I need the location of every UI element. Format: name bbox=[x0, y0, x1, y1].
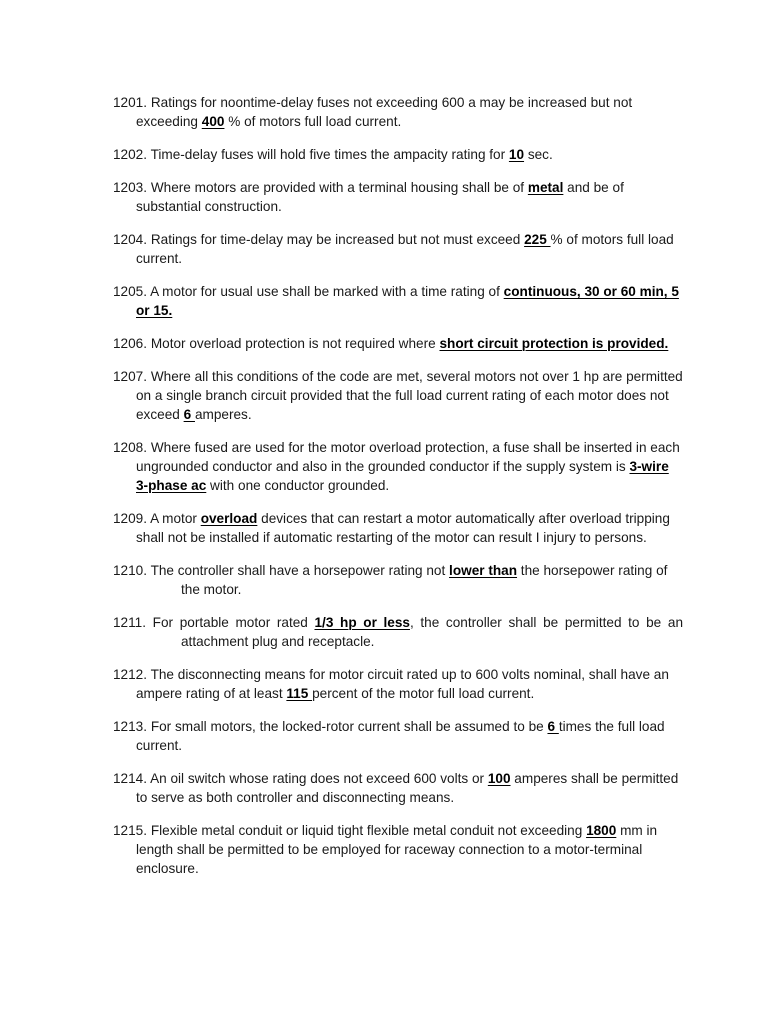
answer-text: metal bbox=[527, 180, 564, 195]
answer-text: 3-wire 3-phase ac bbox=[136, 459, 669, 493]
answer-text: 225 bbox=[524, 232, 551, 247]
question-number: 1206. bbox=[113, 336, 148, 351]
question-item bbox=[113, 367, 683, 424]
question-number: 1215. bbox=[113, 823, 148, 838]
question-number: 1201. bbox=[113, 95, 148, 110]
answer-text: lower than bbox=[449, 563, 518, 578]
question-number: 1212. bbox=[113, 667, 148, 682]
answer-text: 10 bbox=[508, 147, 525, 162]
question-number: 1211. bbox=[113, 615, 147, 630]
question-text: A motor bbox=[150, 511, 201, 526]
question-number: 1214. bbox=[113, 771, 148, 786]
question-item bbox=[113, 561, 683, 599]
question-text-end: devices that can restart a motor automatically after overload tripping shall not be installed if automatic restarting of the motor can result I injury to persons. bbox=[136, 511, 670, 545]
question-list bbox=[113, 93, 683, 892]
question-number: 1205. bbox=[113, 284, 148, 299]
question-text-end: with one conductor grounded. bbox=[206, 478, 390, 493]
question-item bbox=[113, 145, 683, 164]
question-text-end: amperes. bbox=[194, 407, 252, 422]
question-text: Motor overload protection is not required where bbox=[150, 336, 440, 351]
question-item bbox=[113, 93, 683, 131]
question-item bbox=[113, 334, 683, 353]
question-item bbox=[113, 178, 683, 216]
question-number: 1204. bbox=[113, 232, 148, 247]
question-item bbox=[113, 438, 683, 495]
question-number: 1203. bbox=[113, 180, 148, 195]
question-text: Time-delay fuses will hold five times the ampacity rating for bbox=[150, 147, 509, 162]
answer-text: 400 bbox=[201, 114, 225, 129]
question-text: Ratings for time-delay may be increased but not must exceed bbox=[150, 232, 525, 247]
question-text-end: the horsepower rating of the motor. bbox=[181, 563, 668, 597]
answer-text: 6 bbox=[547, 719, 559, 734]
question-text-end: sec. bbox=[524, 147, 553, 162]
question-item bbox=[113, 509, 683, 547]
question-text: Where motors are provided with a terminal housing shall be of bbox=[150, 180, 528, 195]
answer-text: continuous, 30 or 60 min, 5 or 15. bbox=[136, 284, 679, 318]
question-text: An oil switch whose rating does not exceed 600 volts or bbox=[150, 771, 488, 786]
question-text: For portable motor rated bbox=[152, 615, 315, 630]
question-text: The controller shall have a horsepower rating not bbox=[150, 563, 450, 578]
question-text: Where all this conditions of the code are met, several motors not over 1 hp are permitted on a single branch circuit provided that the full load current rating of each motor does not exceed bbox=[136, 369, 683, 422]
question-number: 1209. bbox=[113, 511, 148, 526]
answer-text: 100 bbox=[487, 771, 511, 786]
question-text-end: % of motors full load current. bbox=[224, 114, 402, 129]
question-item bbox=[113, 282, 683, 320]
answer-text: 1800 bbox=[586, 823, 617, 838]
question-text-end: % of motors full load current. bbox=[136, 232, 674, 266]
question-text-end: and be of substantial construction. bbox=[136, 180, 624, 214]
question-text: For small motors, the locked-rotor current shall be assumed to be bbox=[150, 719, 548, 734]
question-text: The disconnecting means for motor circuit rated up to 600 volts nominal, shall have an ampere rating of at least bbox=[136, 667, 669, 701]
question-text-end: times the full load current. bbox=[136, 719, 665, 753]
question-item bbox=[113, 230, 683, 268]
answer-text: 1/3 hp or less bbox=[314, 615, 410, 630]
answer-text: 115 bbox=[286, 686, 313, 701]
question-text: A motor for usual use shall be marked with a time rating of bbox=[150, 284, 504, 299]
question-number: 1213. bbox=[113, 719, 148, 734]
question-number: 1202. bbox=[113, 147, 148, 162]
question-text: Where fused are used for the motor overload protection, a fuse shall be inserted in each ungrounded conductor and also in the grounded conductor if the supply system is bbox=[136, 440, 680, 474]
question-number: 1208. bbox=[113, 440, 148, 455]
question-number: 1207. bbox=[113, 369, 148, 384]
question-item bbox=[113, 665, 683, 703]
question-item bbox=[113, 613, 683, 651]
question-text-end: mm in length shall be permitted to be employed for raceway connection to a motor-terminal enclosure. bbox=[136, 823, 658, 876]
question-item bbox=[113, 769, 683, 807]
question-number: 1210. bbox=[113, 563, 148, 578]
question-item bbox=[113, 717, 683, 755]
answer-text: short circuit protection is provided. bbox=[439, 336, 669, 351]
question-text-end: , the controller shall be permitted to be an attachment plug and receptacle. bbox=[181, 615, 683, 649]
question-text: Flexible metal conduit or liquid tight flexible metal conduit not exceeding bbox=[150, 823, 587, 838]
question-text-end: amperes shall be permitted to serve as both controller and disconnecting means. bbox=[136, 771, 679, 805]
question-item bbox=[113, 821, 683, 878]
question-text: Ratings for noontime-delay fuses not exceeding 600 a may be increased but not exceeding bbox=[136, 95, 633, 129]
answer-text: 6 bbox=[183, 407, 195, 422]
question-text-end: percent of the motor full load current. bbox=[312, 686, 535, 701]
answer-text: overload bbox=[200, 511, 258, 526]
